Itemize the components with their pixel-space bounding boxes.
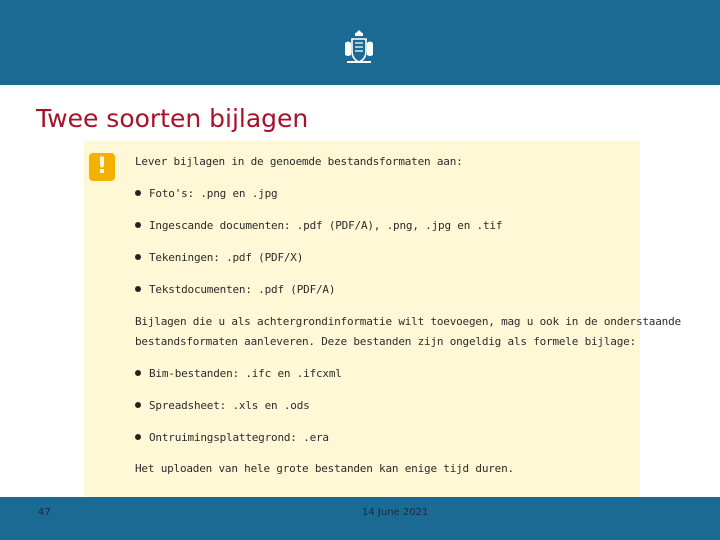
list-item: Tekstdocumenten: .pdf (PDF/A) <box>135 283 335 296</box>
list-item: Spreadsheet: .xls en .ods <box>135 399 310 412</box>
header-bar <box>0 0 720 85</box>
intro-text: Lever bijlagen in de genoemde bestandsformaten aan: <box>135 155 463 168</box>
coat-of-arms-icon <box>340 27 378 67</box>
background-text-line1: Bijlagen die u als achtergrondinformatie wilt toevoegen, mag u ook in de onderstaande <box>135 315 681 328</box>
list-item: Foto's: .png en .jpg <box>135 187 277 200</box>
list-item: Ontruimingsplattegrond: .era <box>135 431 329 444</box>
bullet-icon <box>135 222 141 228</box>
bullet-icon <box>135 370 141 376</box>
bullet-icon <box>135 434 141 440</box>
background-text-line2: bestandsformaten aanleveren. Deze bestanden zijn ongeldig als formele bijlage: <box>135 335 636 348</box>
page-number: 47 <box>38 507 51 518</box>
note-text: Het uploaden van hele grote bestanden kan enige tijd duren. <box>135 462 514 475</box>
footer-bar <box>0 497 720 540</box>
list-item: Ingescande documenten: .pdf (PDF/A), .png, .jpg en .tif <box>135 219 502 232</box>
page-title: Twee soorten bijlagen <box>36 104 309 133</box>
bullet-icon <box>135 190 141 196</box>
list-item: Bim-bestanden: .ifc en .ifcxml <box>135 367 342 380</box>
footer-date: 14 June 2021 <box>362 507 429 518</box>
bullet-icon <box>135 402 141 408</box>
bullet-icon <box>135 286 141 292</box>
bullet-icon <box>135 254 141 260</box>
list-item: Tekeningen: .pdf (PDF/X) <box>135 251 303 264</box>
exclamation-icon: ! <box>89 153 115 181</box>
